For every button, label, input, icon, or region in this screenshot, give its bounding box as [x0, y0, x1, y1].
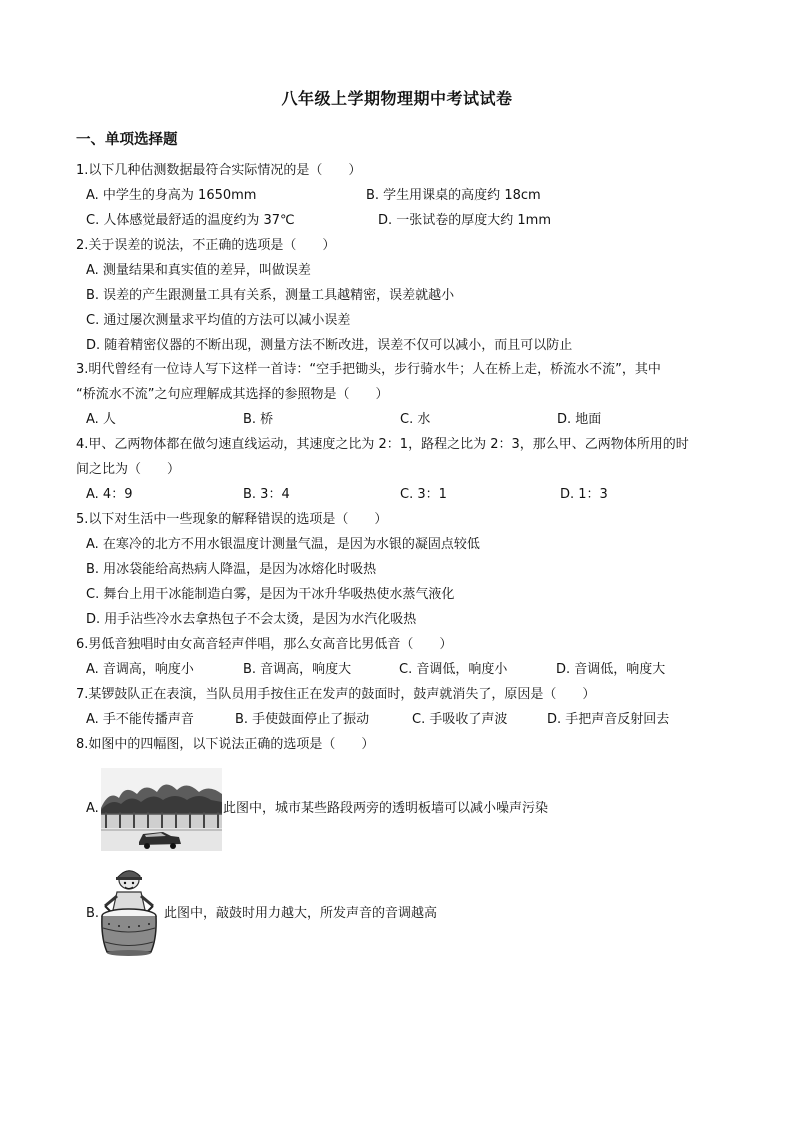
q7-option-d[interactable]: D. 手把声音反射回去	[547, 712, 670, 727]
q8-option-b-text[interactable]: 此图中，敲鼓时用力越大，所发声音的音调越高	[164, 906, 438, 921]
q1-option-a[interactable]: A. 中学生的身高为 1650mm	[86, 188, 257, 203]
noise-barrier-street-photo	[101, 768, 222, 851]
q8-option-a-text[interactable]: 此图中，城市某些路段两旁的透明板墙可以减小噪声污染	[223, 801, 549, 816]
q5-option-d[interactable]: D. 用手沾些冷水去拿热包子不会太烫，是因为水汽化吸热	[86, 612, 417, 627]
q5-option-a[interactable]: A. 在寒冷的北方不用水银温度计测量气温，是因为水银的凝固点较低	[86, 537, 480, 552]
section-heading: 一、单项选择题	[76, 132, 178, 148]
q3-option-a[interactable]: A. 人	[86, 412, 116, 427]
q2-option-b[interactable]: B. 误差的产生跟测量工具有关系，测量工具越精密，误差就越小	[86, 288, 455, 303]
question-3-stem-line2: “桥流水不流”之句应理解成其选择的参照物是（ ）	[76, 387, 389, 402]
question-4-stem-line2: 间之比为（ ）	[76, 462, 181, 477]
q2-option-c[interactable]: C. 通过屡次测量求平均值的方法可以减小误差	[86, 313, 351, 328]
q3-option-c[interactable]: C. 水	[400, 412, 431, 427]
q8-option-b-letter[interactable]: B.	[86, 906, 100, 921]
q7-option-b[interactable]: B. 手使鼓面停止了振动	[235, 712, 370, 727]
question-8-stem: 8.如图中的四幅图，以下说法正确的选项是（ ）	[76, 737, 375, 752]
q3-option-d[interactable]: D. 地面	[557, 412, 602, 427]
q5-option-c[interactable]: C. 舞台上用干冰能制造白雾，是因为干冰升华吸热使水蒸气液化	[86, 587, 455, 602]
question-7-stem: 7.某锣鼓队正在表演，当队员用手按住正在发声的鼓面时，鼓声就消失了，原因是（ ）	[76, 687, 596, 702]
q6-option-a[interactable]: A. 音调高，响度小	[86, 662, 194, 677]
q2-option-a[interactable]: A. 测量结果和真实值的差异，叫做误差	[86, 263, 311, 278]
drummer-illustration	[99, 866, 159, 959]
q6-option-c[interactable]: C. 音调低，响度小	[399, 662, 508, 677]
question-4-stem-line1: 4.甲、乙两物体都在做匀速直线运动，其速度之比为 2：1，路程之比为 2：3，那么甲、乙两物体所用的时	[76, 437, 689, 452]
page-title: 八年级上学期物理期中考试试卷	[281, 89, 513, 108]
q5-option-b[interactable]: B. 用冰袋能给高热病人降温，是因为冰熔化时吸热	[86, 562, 377, 577]
q8-option-a-letter[interactable]: A.	[86, 801, 99, 816]
question-5-stem: 5.以下对生活中一些现象的解释错误的选项是（ ）	[76, 512, 388, 527]
q3-option-b[interactable]: B. 桥	[243, 412, 274, 427]
q4-option-a[interactable]: A. 4：9	[86, 487, 133, 502]
q1-option-d[interactable]: D. 一张试卷的厚度大约 1mm	[378, 213, 552, 228]
q4-option-b[interactable]: B. 3：4	[243, 487, 290, 502]
q6-option-d[interactable]: D. 音调低，响度大	[556, 662, 666, 677]
q7-option-c[interactable]: C. 手吸收了声波	[412, 712, 508, 727]
q6-option-b[interactable]: B. 音调高，响度大	[243, 662, 352, 677]
q2-option-d[interactable]: D. 随着精密仪器的不断出现，测量方法不断改进，误差不仅可以减小，而且可以防止	[86, 338, 573, 353]
q7-option-a[interactable]: A. 手不能传播声音	[86, 712, 194, 727]
q1-option-b[interactable]: B. 学生用课桌的高度约 18cm	[366, 188, 541, 203]
question-1-stem: 1.以下几种估测数据最符合实际情况的是（ ）	[76, 163, 362, 178]
question-6-stem: 6.男低音独唱时由女高音轻声伴唱，那么女高音比男低音（ ）	[76, 637, 453, 652]
question-3-stem-line1: 3.明代曾经有一位诗人写下这样一首诗：“空手把锄头，步行骑水牛；人在桥上走，桥流水不流”，其中	[76, 362, 661, 377]
question-2-stem: 2.关于误差的说法，不正确的选项是（ ）	[76, 238, 336, 253]
q4-option-c[interactable]: C. 3：1	[400, 487, 447, 502]
q4-option-d[interactable]: D. 1：3	[560, 487, 608, 502]
q1-option-c[interactable]: C. 人体感觉最舒适的温度约为 37℃	[86, 213, 295, 228]
